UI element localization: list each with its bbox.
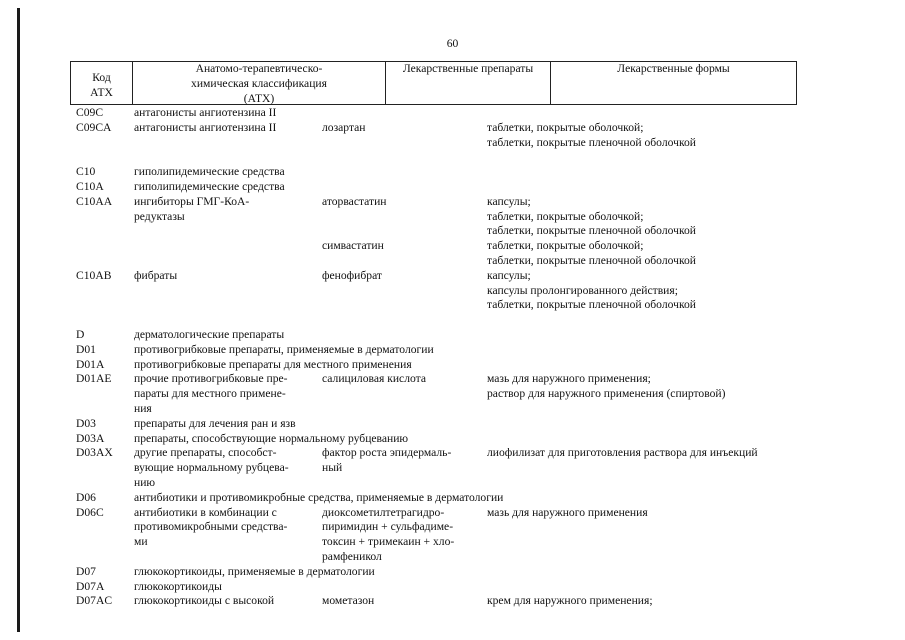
atc-name	[134, 195, 249, 225]
atc-code	[76, 106, 103, 121]
page-number: 60	[446, 37, 459, 50]
table-row	[0, 580, 905, 595]
atc-name-line: дерматологические препараты	[134, 327, 285, 341]
atc-code-line: C10AB	[76, 268, 112, 282]
atc-name	[134, 432, 408, 447]
drug-name	[322, 506, 454, 565]
table-row	[0, 506, 905, 565]
atc-name	[134, 580, 222, 595]
atc-name	[134, 446, 289, 490]
atc-code	[76, 506, 104, 521]
header-forms-label: Лекарственные формы	[617, 62, 730, 75]
table-row	[0, 358, 905, 373]
dosage-form-line: таблетки, покрытые пленочной оболочкой	[487, 224, 696, 238]
header-atc-line: (АТХ)	[243, 91, 275, 105]
dosage-form-line: мазь для наружного применения;	[487, 372, 651, 386]
table-header	[70, 61, 797, 105]
atc-name-line: препараты, способствующие нормальному рубцеванию	[134, 431, 409, 445]
header-atc	[133, 62, 386, 104]
header-forms	[551, 62, 796, 104]
atc-name-line: противомикробными средства-	[134, 520, 288, 534]
atc-name-line: редуктазы	[134, 209, 185, 223]
table-row	[0, 180, 905, 195]
atc-name-line: прочие противогрибковые пре-	[134, 372, 288, 386]
table-row	[0, 491, 905, 506]
atc-name	[134, 165, 285, 180]
atc-code-line: D	[76, 327, 85, 341]
atc-name	[134, 506, 287, 550]
drug-name-line: салициловая кислота	[322, 372, 426, 386]
dosage-form	[487, 446, 758, 461]
dosage-form-line: таблетки, покрытые пленочной оболочкой	[487, 253, 696, 267]
atc-code-line: D07AC	[76, 594, 113, 608]
table-row	[0, 446, 905, 490]
atc-code-line: C09CA	[76, 120, 112, 134]
atc-code	[76, 594, 112, 609]
atc-code	[76, 328, 84, 343]
table-row	[0, 195, 905, 239]
atc-name	[134, 121, 276, 136]
atc-name-line: противогрибковые препараты для местного применения	[134, 357, 412, 371]
dosage-form-line: таблетки, покрытые пленочной оболочкой	[487, 135, 696, 149]
table-row	[0, 150, 905, 165]
atc-name	[134, 106, 276, 121]
atc-code-line: D01A	[76, 357, 105, 371]
drug-name-line: диоксометилтетрагидро-	[322, 505, 445, 519]
atc-code-line: D03	[76, 416, 96, 430]
atc-code-line: C10	[76, 165, 96, 179]
table-row	[0, 313, 905, 328]
atc-name-line: глюкокортикоиды	[134, 579, 222, 593]
atc-code-line: D03A	[76, 431, 105, 445]
drug-name-line: ный	[322, 461, 343, 475]
atc-name	[134, 269, 177, 284]
atc-name-line: антагонисты ангиотензина II	[134, 120, 277, 134]
dosage-form-line: таблетки, покрытые оболочкой;	[487, 209, 644, 223]
atc-name-line: противогрибковые препараты, применяемые в дерматологии	[134, 342, 434, 356]
table-row	[0, 239, 905, 269]
atc-name	[134, 565, 375, 580]
atc-name-line: нию	[134, 475, 156, 489]
table-row	[0, 417, 905, 432]
dosage-form	[487, 269, 696, 313]
header-atc-line: Анатомо-терапевтическо-	[195, 62, 323, 75]
atc-code	[76, 358, 104, 373]
atc-code-line: C10A	[76, 179, 104, 193]
header-drugs	[386, 62, 551, 104]
drug-name	[322, 446, 451, 476]
table-row	[0, 372, 905, 416]
table-row	[0, 165, 905, 180]
atc-name-line: гиполипидемические средства	[134, 165, 285, 179]
atc-code	[76, 417, 96, 432]
atc-name-line: гиполипидемические средства	[134, 179, 285, 193]
dosage-form-line: капсулы пролонгированного действия;	[487, 283, 678, 297]
atc-name-line: глюкокортикоиды, применяемые в дерматологии	[134, 564, 375, 578]
atc-name	[134, 328, 284, 343]
atc-code	[76, 446, 113, 461]
dosage-form	[487, 239, 696, 269]
drug-name-line: симвастатин	[322, 239, 384, 253]
atc-code	[76, 343, 96, 358]
atc-code	[76, 580, 104, 595]
dosage-form	[487, 121, 696, 151]
atc-code	[76, 165, 95, 180]
atc-code	[76, 432, 104, 447]
header-code	[71, 62, 133, 104]
atc-name-line: параты для местного примене-	[134, 387, 286, 401]
dosage-form-line: таблетки, покрытые пленочной оболочкой	[487, 298, 696, 312]
atc-name-line: ния	[134, 401, 152, 415]
atc-name-line: глюкокортикоиды с высокой	[134, 594, 275, 608]
atc-code-line: D01	[76, 342, 96, 356]
atc-name	[134, 180, 285, 195]
drug-name-line: токсин + тримекаин + хло-	[322, 535, 455, 549]
dosage-form-line: таблетки, покрытые оболочкой;	[487, 239, 644, 253]
dosage-form-line: капсулы;	[487, 194, 531, 208]
atc-name	[134, 358, 412, 373]
dosage-form-line: лиофилизат для приготовления раствора для инъекций	[487, 446, 758, 460]
table-row	[0, 269, 905, 313]
dosage-form	[487, 372, 725, 402]
atc-name-line: вующие нормальному рубцева-	[134, 461, 289, 475]
atc-code	[76, 121, 111, 136]
atc-name-line: другие препараты, способст-	[134, 446, 277, 460]
atc-name	[134, 372, 288, 416]
atc-code	[76, 565, 96, 580]
header-drugs-label: Лекарственные препараты	[402, 62, 534, 75]
drug-name-line: мометазон	[322, 594, 375, 608]
atc-name	[134, 343, 434, 358]
table-row	[0, 432, 905, 447]
atc-code	[76, 180, 104, 195]
header-code-line: АТХ	[90, 85, 113, 99]
table-row	[0, 328, 905, 343]
atc-code-line: D03AX	[76, 446, 113, 460]
atc-code-line: D01AE	[76, 372, 112, 386]
table-body	[0, 106, 905, 609]
dosage-form-line: мазь для наружного применения	[487, 505, 648, 519]
drug-name-line: фактор роста эпидермаль-	[322, 446, 452, 460]
drug-name-line: рамфеникол	[322, 549, 382, 563]
atc-code	[76, 491, 96, 506]
table-row	[0, 106, 905, 121]
dosage-form-line: раствор для наружного применения (спиртовой)	[487, 387, 726, 401]
drug-name	[322, 269, 382, 284]
atc-name	[134, 594, 274, 609]
dosage-form	[487, 506, 648, 521]
drug-name	[322, 121, 366, 136]
atc-code	[76, 372, 111, 387]
dosage-form-line: таблетки, покрытые оболочкой;	[487, 120, 644, 134]
table-row	[0, 121, 905, 151]
atc-code-line: C09C	[76, 106, 104, 119]
drug-name	[322, 594, 374, 609]
table-row	[0, 565, 905, 580]
dosage-form	[487, 195, 696, 239]
dosage-form-line: крем для наружного применения;	[487, 594, 653, 608]
atc-code-line: D07	[76, 564, 96, 578]
header-code-line: Код	[92, 71, 111, 84]
drug-name-line: лозартан	[322, 120, 366, 134]
atc-name-line: препараты для лечения ран и язв	[134, 416, 296, 430]
atc-name-line: ми	[134, 535, 148, 549]
atc-code-line: D06	[76, 490, 96, 504]
dosage-form-line: капсулы;	[487, 268, 531, 282]
atc-name-line: антагонисты ангиотензина II	[134, 106, 277, 119]
drug-name	[322, 195, 387, 210]
atc-code	[76, 269, 111, 284]
table-row	[0, 343, 905, 358]
drug-name-line: аторвастатин	[322, 194, 387, 208]
drug-name-line: пиримидин + сульфадиме-	[322, 520, 454, 534]
atc-name	[134, 417, 296, 432]
table-row	[0, 594, 905, 609]
atc-name-line: антибиотики и противомикробные средства, применяемые в дерматологии	[134, 490, 504, 504]
atc-name	[134, 491, 503, 506]
drug-name-line: фенофибрат	[322, 268, 382, 282]
header-atc-line: химическая классификация	[191, 76, 327, 90]
atc-code-line: C10AA	[76, 194, 113, 208]
atc-name-line: фибраты	[134, 268, 178, 282]
atc-name-line: ингибиторы ГМГ-КоА-	[134, 194, 250, 208]
dosage-form	[487, 594, 653, 609]
drug-name	[322, 372, 426, 387]
atc-name-line: антибиотики в комбинации с	[134, 505, 277, 519]
atc-code	[76, 195, 112, 210]
atc-code-line: D07A	[76, 579, 105, 593]
drug-name	[322, 239, 384, 254]
atc-code-line: D06C	[76, 505, 104, 519]
